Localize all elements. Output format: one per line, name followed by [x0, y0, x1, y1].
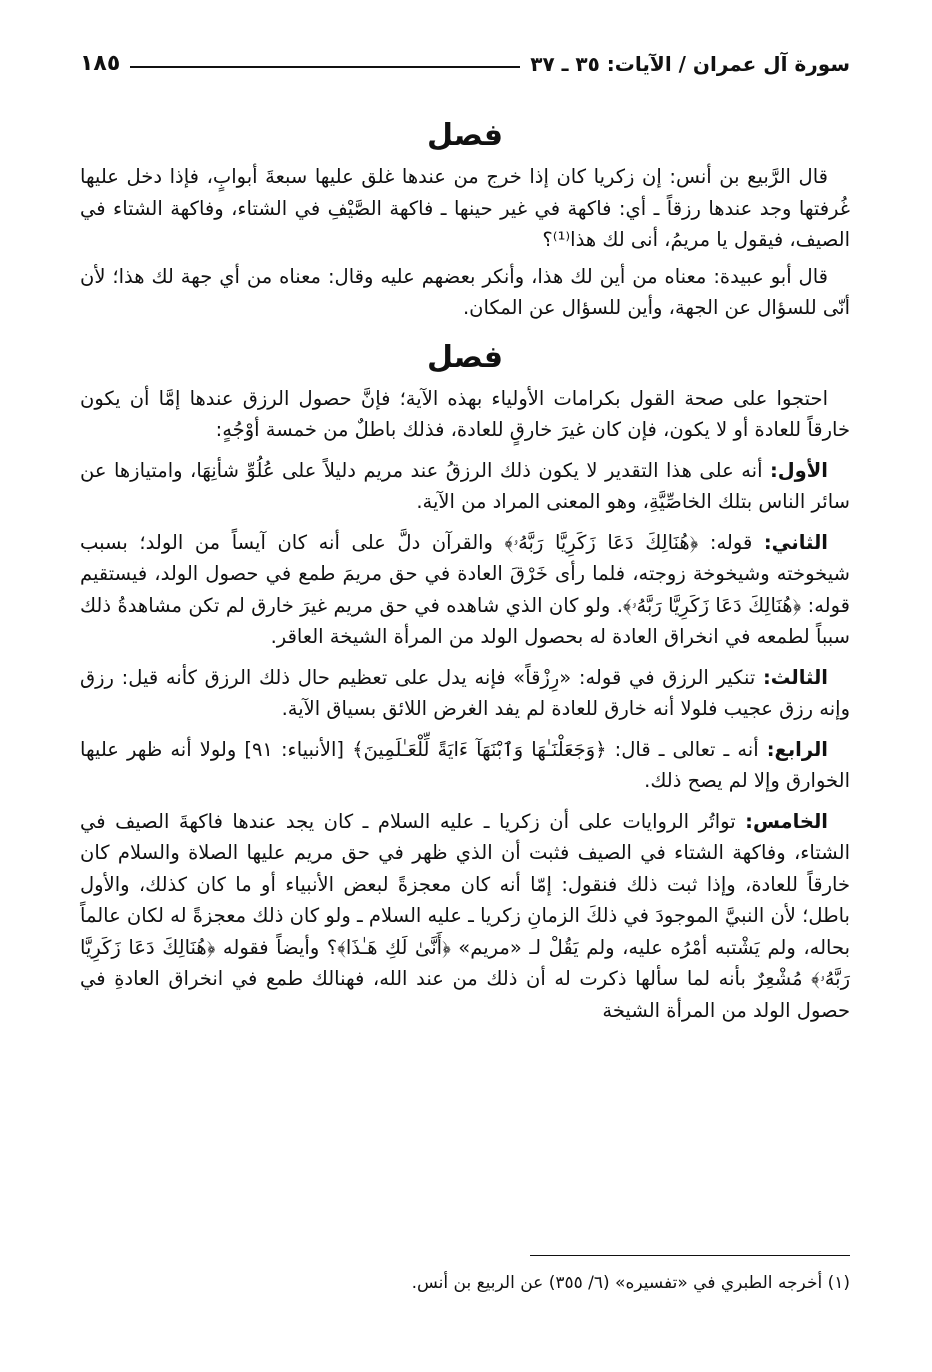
label-second: الثاني:	[763, 530, 828, 554]
label-first: الأول:	[769, 458, 828, 482]
footnote-rule	[530, 1255, 850, 1256]
paragraph-intro: احتجوا على صحة القول بكرامات الأولياء بهذه الآية؛ فإنَّ حصول الرزق عندها إمَّا أن يكون خارقاً للعادة أو لا يكون، فإن كان غيرَ خارقٍ للعادة، فذلك باطلٌ من خمسة أوْجُهٍ:	[80, 386, 850, 441]
section-heading-1: فصل	[427, 118, 503, 153]
paragraph-abu-ubayda: قال أبو عبيدة: معناه من أين لك هذا، وأنكر بعضهم عليه وقال: معناه من أي جهة لك هذا؛ لأن أنّى للسؤال عن الجهة، وأين للسؤال عن المكان.	[80, 264, 850, 319]
page-number: ١٨٥	[80, 51, 121, 76]
running-title: سورة آل عمران / الآيات: ٣٥ ـ ٣٧	[530, 52, 850, 76]
paragraph-first	[80, 455, 850, 518]
text-fourth: أنه ـ تعالى ـ قال: ﴿وَجَعَلْنَـٰهَا وَٱبْنَهَآ ءَايَةً لِّلْعَـٰلَمِينَ﴾ [الأنبياء: ٩١] ولولا أنه ظهر عليها الخوارق وإلا لم يصح ذلك.	[80, 737, 850, 792]
footnote: (١) أخرجه الطبري في «تفسيره» (٦/ ٣٥٥) عن الربيع بن أنس.	[411, 1273, 850, 1293]
page-header	[80, 40, 850, 76]
paragraph-fifth	[80, 806, 850, 1027]
page-body	[80, 118, 850, 1035]
paragraph-rabi: قال الرَّبيع بن أنس: إن زكريا كان إذا خرج من عندها غلق عليها سبعةَ أبوابٍ، فإذا دخل عليها غُرفتها وجد عندها رزقاً ـ أي: فاكهة في غير حينها ـ فاكهة الصَّيْفِ في الشتاء، وفاكهة الشتاء في الصيف، فيقول يا مريمُ، أنى لك هذا⁽¹⁾؟	[80, 165, 850, 251]
label-third: الثالث:	[762, 665, 828, 689]
paragraph-second	[80, 527, 850, 653]
label-fourth: الرابع:	[766, 737, 828, 761]
paragraph-third	[80, 662, 850, 725]
label-fifth: الخامس:	[745, 809, 828, 833]
text-fifth: تواتُر الروايات على أن زكريا ـ عليه السلام ـ كان يجد عندها فاكهةَ الصيف في الشتاء، وفاكهة الشتاء في الصيف فثبت أن الذي ظهر في حق مريم عليها الصلاة والسلام كان خارقاً للعادة، وإذا ثبت ذلك فنقول: إمّا أنه كان معجزةً لبعض الأنبياء أو ما كان كذلك، والأول باطل؛ لأن النبيَّ الموجودَ في ذلكَ الزمانِ زكريا ـ عليه السلام ـ ولو كان ذلك معجزةً له لكان عالماً بحاله، ولم يَشْتبه أمْرُه عليه، ولم يَقُلْ لـ «مريم» ﴿أَنَّىٰ لَكِ هَـٰذَا﴾؟ وأيضاً فقوله ﴿هُنَالِكَ دَعَا زَكَرِيَّا رَبَّهُۥ﴾ مُشْعِرٌ بأنه لما سألها ذكرت له أن ذلك من عند الله، فهنالك طمع في انخراق العادةِ في حصول الولد من المرأة الشيخة	[80, 809, 850, 1022]
header-rule	[130, 66, 520, 68]
section-heading-2: فصل	[427, 339, 503, 375]
text-second: قوله: ﴿هُنَالِكَ دَعَا زَكَرِيَّا رَبَّهُۥ﴾ والقرآن دلَّ على أنه كان آيساً من الولد؛ بسبب شيخوخته وشيخوخة زوجته، فلما رأى خَرْقَ العادة في حق مريمَ طمع في حصول الولد، فيستقيم قوله: ﴿هُنَالِكَ دَعَا زَكَرِيَّا رَبَّهُۥ﴾. ولو كان الذي شاهده في حق مريم غيرَ خارق لم تكن مشاهدةُ ذلك سبباً لطمعه في انخراق العادة له بحصول الولد من المرأة الشيخة العاقر.	[80, 530, 850, 648]
text-first: أنه على هذا التقدير لا يكون ذلك الرزقُ عند مريم دليلاً على عُلُوِّ شأنِهَا، وامتيازها عن سائر الناس بتلك الخاصِّيَّةِ، وهو المعنى المراد من الآية.	[80, 458, 850, 513]
text-third: تنكير الرزق في قوله: «رِزْقاً» فإنه يدل على تعظيم حال ذلك الرزق كأنه قيل: رزق وإنه رزق عجيب فلولا أنه خارق للعادة لم يفد الغرض اللائق بسياق الآية.	[80, 665, 850, 720]
paragraph-fourth	[80, 734, 850, 797]
